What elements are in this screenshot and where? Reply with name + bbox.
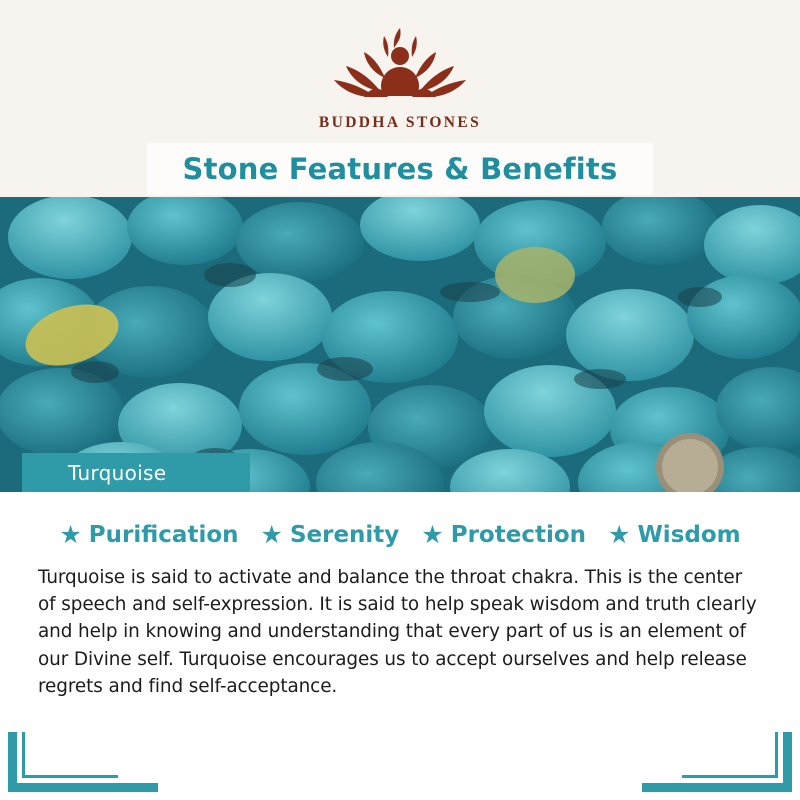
benefit-label: Protection bbox=[450, 522, 587, 548]
stone-name-text: Turquoise bbox=[68, 460, 167, 485]
stone-photo bbox=[0, 197, 800, 492]
page-title: Stone Features & Benefits bbox=[182, 152, 618, 186]
benefit-item bbox=[59, 522, 238, 548]
brand-logo bbox=[319, 22, 481, 132]
brand-name: BUDDHA STONES bbox=[318, 114, 482, 131]
benefit-label: Wisdom bbox=[637, 522, 741, 548]
star-icon: ★ bbox=[260, 520, 283, 549]
stone-name-label bbox=[22, 453, 250, 492]
benefit-label: Serenity bbox=[289, 522, 400, 548]
star-icon: ★ bbox=[59, 520, 82, 549]
benefit-item bbox=[421, 522, 586, 548]
turquoise-stones-illustration bbox=[0, 197, 800, 492]
stone-description: Turquoise is said to activate and balance the throat chakra. This is the center of speech and self-expression. It is said to help speak wisdom and truth clearly and help in knowing and understanding that every part of us is an element of our Divine self. Turquoise encourages us to accept ourselves and help release regrets and find self-acceptance. bbox=[38, 567, 757, 697]
star-icon: ★ bbox=[608, 520, 631, 549]
star-icon: ★ bbox=[421, 520, 444, 549]
lotus-meditating-figure-icon bbox=[320, 22, 480, 108]
benefits-row bbox=[38, 492, 762, 548]
title-band bbox=[147, 143, 653, 195]
benefit-label: Purification bbox=[88, 522, 239, 548]
benefit-item bbox=[261, 522, 400, 548]
benefit-item bbox=[608, 522, 741, 548]
content-section bbox=[0, 492, 800, 732]
